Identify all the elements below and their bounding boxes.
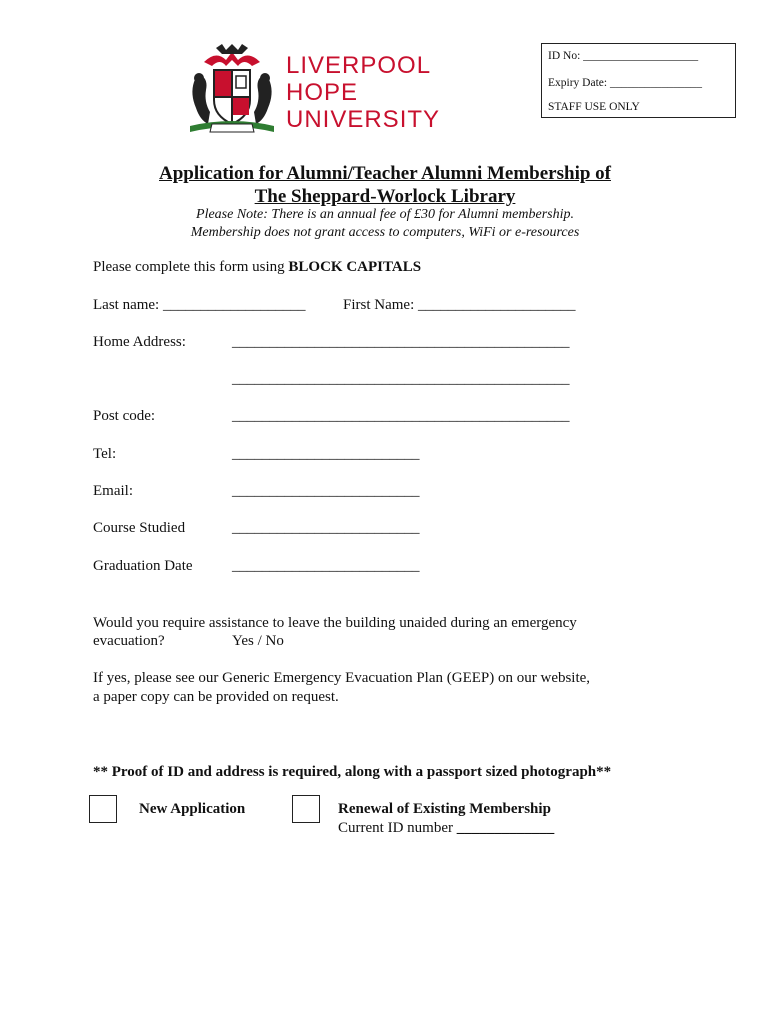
course-studied-field[interactable]: _________________________ — [232, 520, 420, 536]
graduation-date-field[interactable]: _________________________ — [232, 558, 420, 574]
logo-line-liverpool: LIVERPOOL — [286, 52, 432, 79]
instruction-text — [93, 259, 421, 276]
course-studied-label: Course Studied — [93, 520, 186, 536]
renewal-label: Renewal of Existing Membership — [338, 801, 551, 817]
fee-note — [0, 206, 770, 242]
home-address-line-2[interactable]: _____________________________________________ — [232, 371, 570, 387]
proof-of-id-notice: ** Proof of ID and address is required, along with a passport sized photograph** — [93, 764, 612, 780]
instruction-emphasis: BLOCK CAPITALS — [288, 259, 422, 275]
geep-info-line-2: a paper copy can be provided on request. — [93, 689, 339, 705]
new-application-label: New Application — [139, 801, 246, 817]
geep-info-line-1: If yes, please see our Generic Emergency Evacuation Plan (GEEP) on our website, — [93, 670, 591, 686]
last-name-field[interactable]: Last name: ___________________ — [93, 297, 306, 313]
logo-wordmark — [286, 52, 440, 133]
home-address-line-1[interactable]: _____________________________________________ — [232, 334, 570, 350]
yes-no-options[interactable]: Yes / No — [232, 633, 284, 649]
evacuation-question-line-2: evacuation? — [93, 633, 165, 649]
staff-use-only-label: STAFF USE ONLY — [548, 101, 640, 113]
instruction-prefix: Please complete this form using — [93, 259, 289, 275]
university-logo — [186, 42, 446, 138]
first-name-field[interactable]: First Name: _____________________ — [343, 297, 576, 313]
evacuation-question-line-1: Would you require assistance to leave the building unaided during an emergency — [93, 615, 577, 631]
current-id-row — [338, 820, 554, 837]
graduation-date-label: Graduation Date — [93, 558, 193, 574]
current-id-label: Current ID number — [338, 820, 457, 836]
page-title — [0, 162, 770, 208]
tel-field[interactable]: _________________________ — [232, 446, 420, 462]
postcode-field[interactable]: _____________________________________________ — [232, 408, 570, 424]
renewal-checkbox[interactable] — [292, 795, 320, 823]
email-label: Email: — [93, 483, 133, 499]
note-line-1: Please Note: There is an annual fee of £30 for Alumni membership. — [196, 207, 574, 222]
logo-line-hope: HOPE — [286, 79, 359, 106]
university-crest-icon — [186, 42, 278, 138]
home-address-label: Home Address: — [93, 334, 186, 350]
new-application-checkbox[interactable] — [89, 795, 117, 823]
title-line-1: Application for Alumni/Teacher Alumni Membership of — [159, 163, 611, 184]
note-line-2: Membership does not grant access to computers, WiFi or e-resources — [190, 225, 580, 240]
postcode-label: Post code: — [93, 408, 156, 424]
current-id-field[interactable]: _____________ — [456, 820, 555, 836]
id-number-field[interactable]: ID No: ____________________ — [548, 50, 699, 62]
logo-line-university: UNIVERSITY — [286, 106, 441, 133]
tel-label: Tel: — [93, 446, 117, 462]
title-line-2: The Sheppard-Worlock Library — [254, 186, 516, 207]
email-field[interactable]: _________________________ — [232, 483, 420, 499]
staff-use-box — [541, 43, 736, 118]
expiry-date-field[interactable]: Expiry Date: ________________ — [548, 77, 702, 89]
